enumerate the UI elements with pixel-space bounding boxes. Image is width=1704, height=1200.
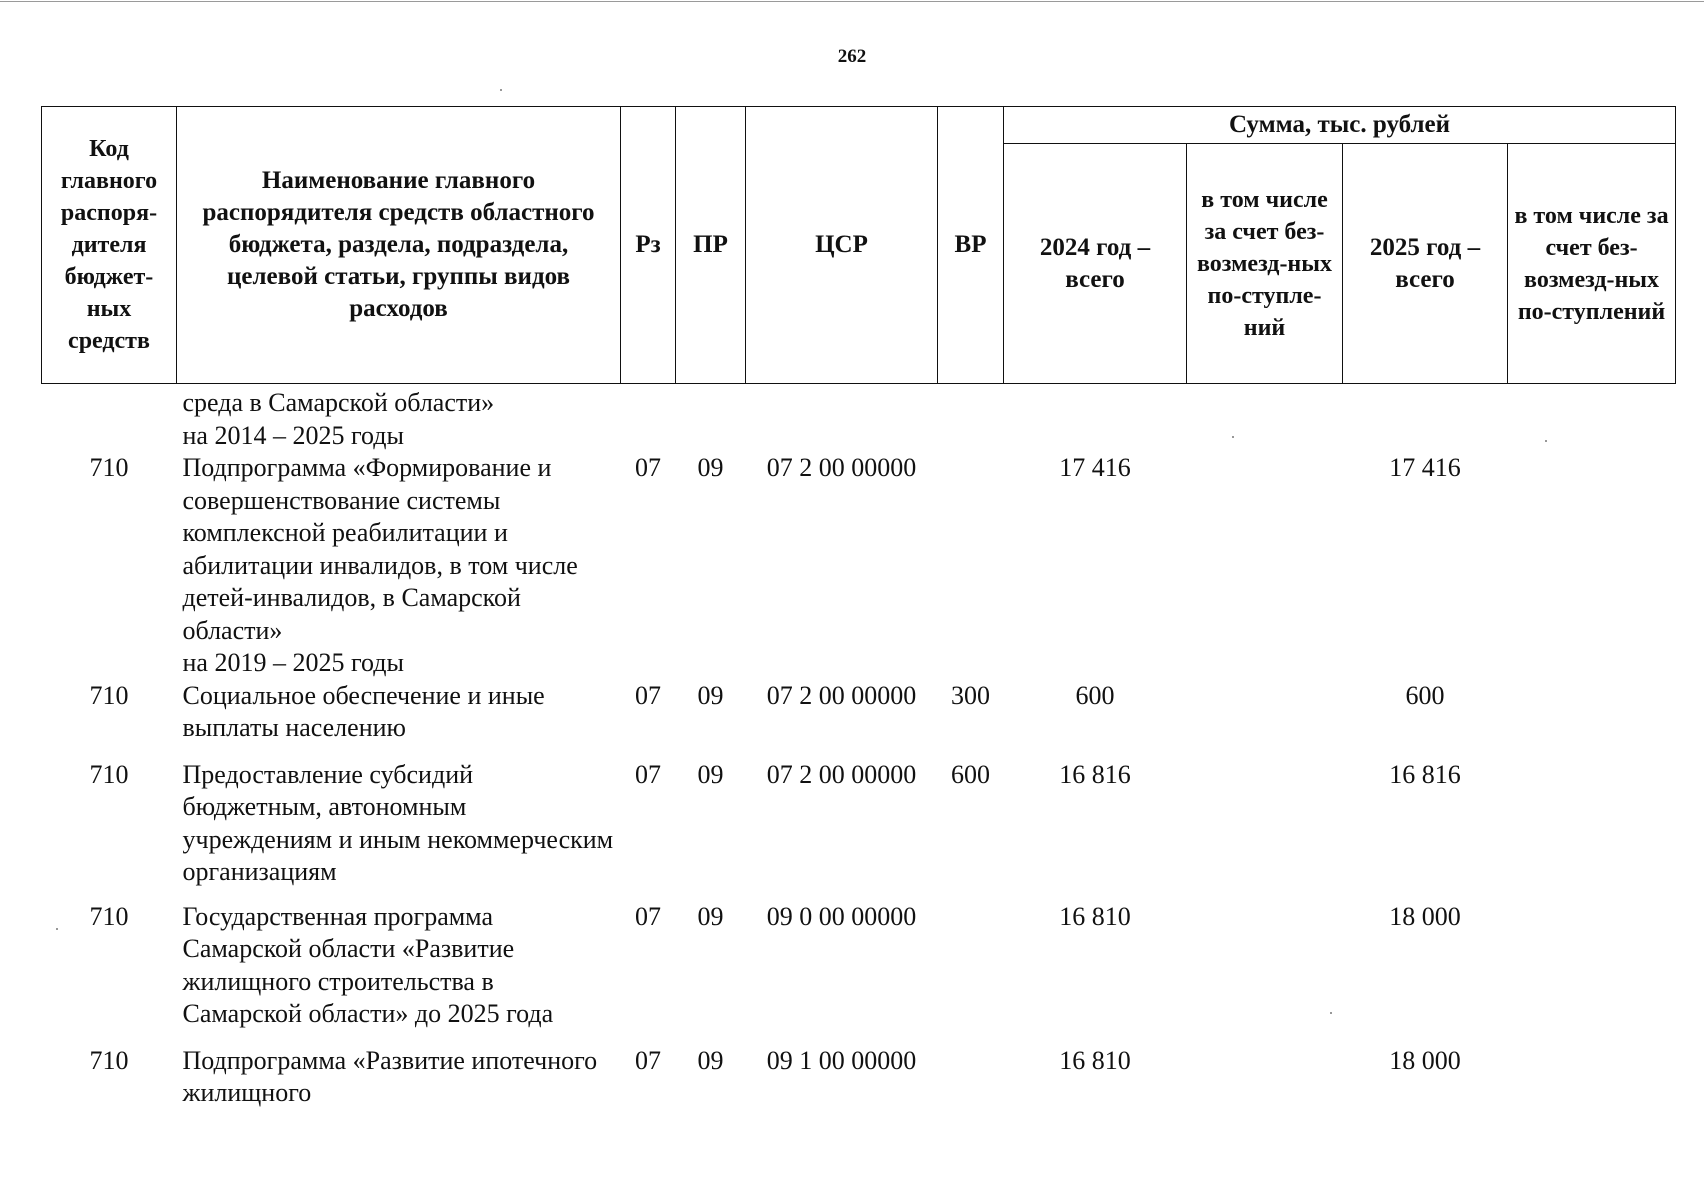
cell-rz — [621, 384, 676, 453]
cell-rz: 07 — [635, 759, 661, 789]
cell-vr: 600 — [951, 759, 990, 789]
cell-2024-free — [1187, 1031, 1343, 1110]
cell-name: Предоставление субсидий бюджетным, автономным учреждениям и иным некоммерческим организациям — [182, 759, 614, 886]
table-row — [42, 452, 1676, 680]
cell-pr — [676, 384, 746, 453]
table-row — [42, 745, 1676, 889]
cell-code: 710 — [89, 453, 129, 482]
cell-pr: 09 — [697, 453, 724, 482]
cell-code: 710 — [89, 901, 129, 931]
cell-2024-free — [1187, 384, 1343, 453]
header-name: Наименование главного распорядителя средств областного бюджета, раздела, подраздела, целевой статьи, группы видов расходов — [177, 107, 621, 384]
cell-2025-free — [1508, 680, 1676, 745]
cell-name: Подпрограмма «Развитие ипотечного жилищного — [182, 1045, 598, 1107]
cell-2025-total: 17 416 — [1389, 453, 1461, 482]
header-2025-free: в том числе за счет без-возмезд-ных по-ступлений — [1508, 144, 1676, 384]
cell-pr: 09 — [697, 759, 724, 789]
cell-csr: 09 1 00 00000 — [766, 1045, 917, 1075]
cell-2024-total: 17 416 — [1059, 453, 1131, 482]
cell-2024-total: 600 — [1075, 680, 1115, 710]
cell-2024-total: 16 816 — [1059, 759, 1131, 789]
cell-name: Государственная программа Самарской области «Развитие жилищного строительства в Самарской области» до 2025 года — [182, 901, 554, 1028]
header-vr: ВР — [938, 107, 1004, 384]
cell-2025-total: 18 000 — [1389, 1045, 1461, 1075]
cell-vr — [938, 384, 1004, 453]
cell-2025-total: 18 000 — [1389, 901, 1461, 931]
cell-2025-total — [1343, 384, 1508, 453]
cell-rz: 07 — [635, 1045, 661, 1075]
scan-edge-line — [0, 1, 1704, 2]
cell-pr: 09 — [697, 680, 724, 710]
cell-2025-total: 600 — [1405, 680, 1445, 710]
budget-table — [41, 106, 1676, 1110]
cell-code: 710 — [89, 680, 129, 710]
cell-vr: 300 — [951, 680, 990, 710]
cell-code: 710 — [89, 1045, 129, 1075]
cell-2025-free — [1508, 745, 1676, 889]
cell-pr: 09 — [697, 901, 724, 931]
cell-2024-total: 16 810 — [1059, 1045, 1131, 1075]
cell-code: 710 — [89, 759, 129, 789]
cell-csr: 09 0 00 00000 — [766, 901, 917, 931]
cell-name: Подпрограмма «Формирование и совершенствование системы комплексной реабилитации и абилитации инвалидов, в том числе детей-инвалидов, в Самарской области» на 2019 – 2025 годы — [182, 453, 578, 677]
cell-2024-free — [1187, 680, 1343, 745]
cell-csr — [746, 384, 938, 453]
cell-code — [42, 384, 177, 453]
cell-2024-free — [1187, 889, 1343, 1031]
cell-csr: 07 2 00 00000 — [766, 759, 917, 789]
cell-2024-total: 16 810 — [1059, 901, 1131, 931]
cell-rz: 07 — [635, 901, 661, 931]
cell-2024-free — [1187, 745, 1343, 889]
cell-vr — [938, 452, 1004, 680]
header-pr: ПР — [676, 107, 746, 384]
cell-rz: 07 — [635, 680, 661, 710]
cell-2025-free — [1508, 452, 1676, 680]
cell-2025-total: 16 816 — [1389, 759, 1461, 789]
table-row — [42, 384, 1676, 453]
header-2024-total: 2024 год – всего — [1004, 144, 1187, 384]
cell-csr: 07 2 00 00000 — [766, 453, 917, 482]
scan-speck — [500, 89, 502, 91]
header-csr: ЦСР — [746, 107, 938, 384]
cell-vr — [938, 1031, 1004, 1110]
header-rz: Рз — [621, 107, 676, 384]
header-code: Код главного распоря-дителя бюджет-ных средств — [42, 107, 177, 384]
header-2025-total: 2025 год – всего — [1343, 144, 1508, 384]
cell-name: Социальное обеспечение и иные выплаты населению — [182, 680, 545, 742]
cell-name: среда в Самарской области» на 2014 – 2025 годы — [182, 388, 495, 450]
cell-csr: 07 2 00 00000 — [766, 680, 917, 710]
cell-vr — [938, 889, 1004, 1031]
cell-pr: 09 — [697, 1045, 724, 1075]
cell-2025-free — [1508, 384, 1676, 453]
header-2024-free: в том числе за счет без-возмезд-ных по-ступле-ний — [1187, 144, 1343, 384]
cell-2025-free — [1508, 1031, 1676, 1110]
table-row — [42, 889, 1676, 1031]
cell-2025-free — [1508, 889, 1676, 1031]
cell-rz: 07 — [635, 453, 661, 482]
header-sum-group: Сумма, тыс. рублей — [1004, 107, 1676, 144]
table-header — [42, 107, 1676, 384]
table-body — [42, 384, 1676, 1110]
table-row — [42, 680, 1676, 745]
cell-2024-free — [1187, 452, 1343, 680]
table-row — [42, 1031, 1676, 1110]
page-number: 262 — [837, 46, 867, 67]
cell-2024-total — [1004, 384, 1187, 453]
